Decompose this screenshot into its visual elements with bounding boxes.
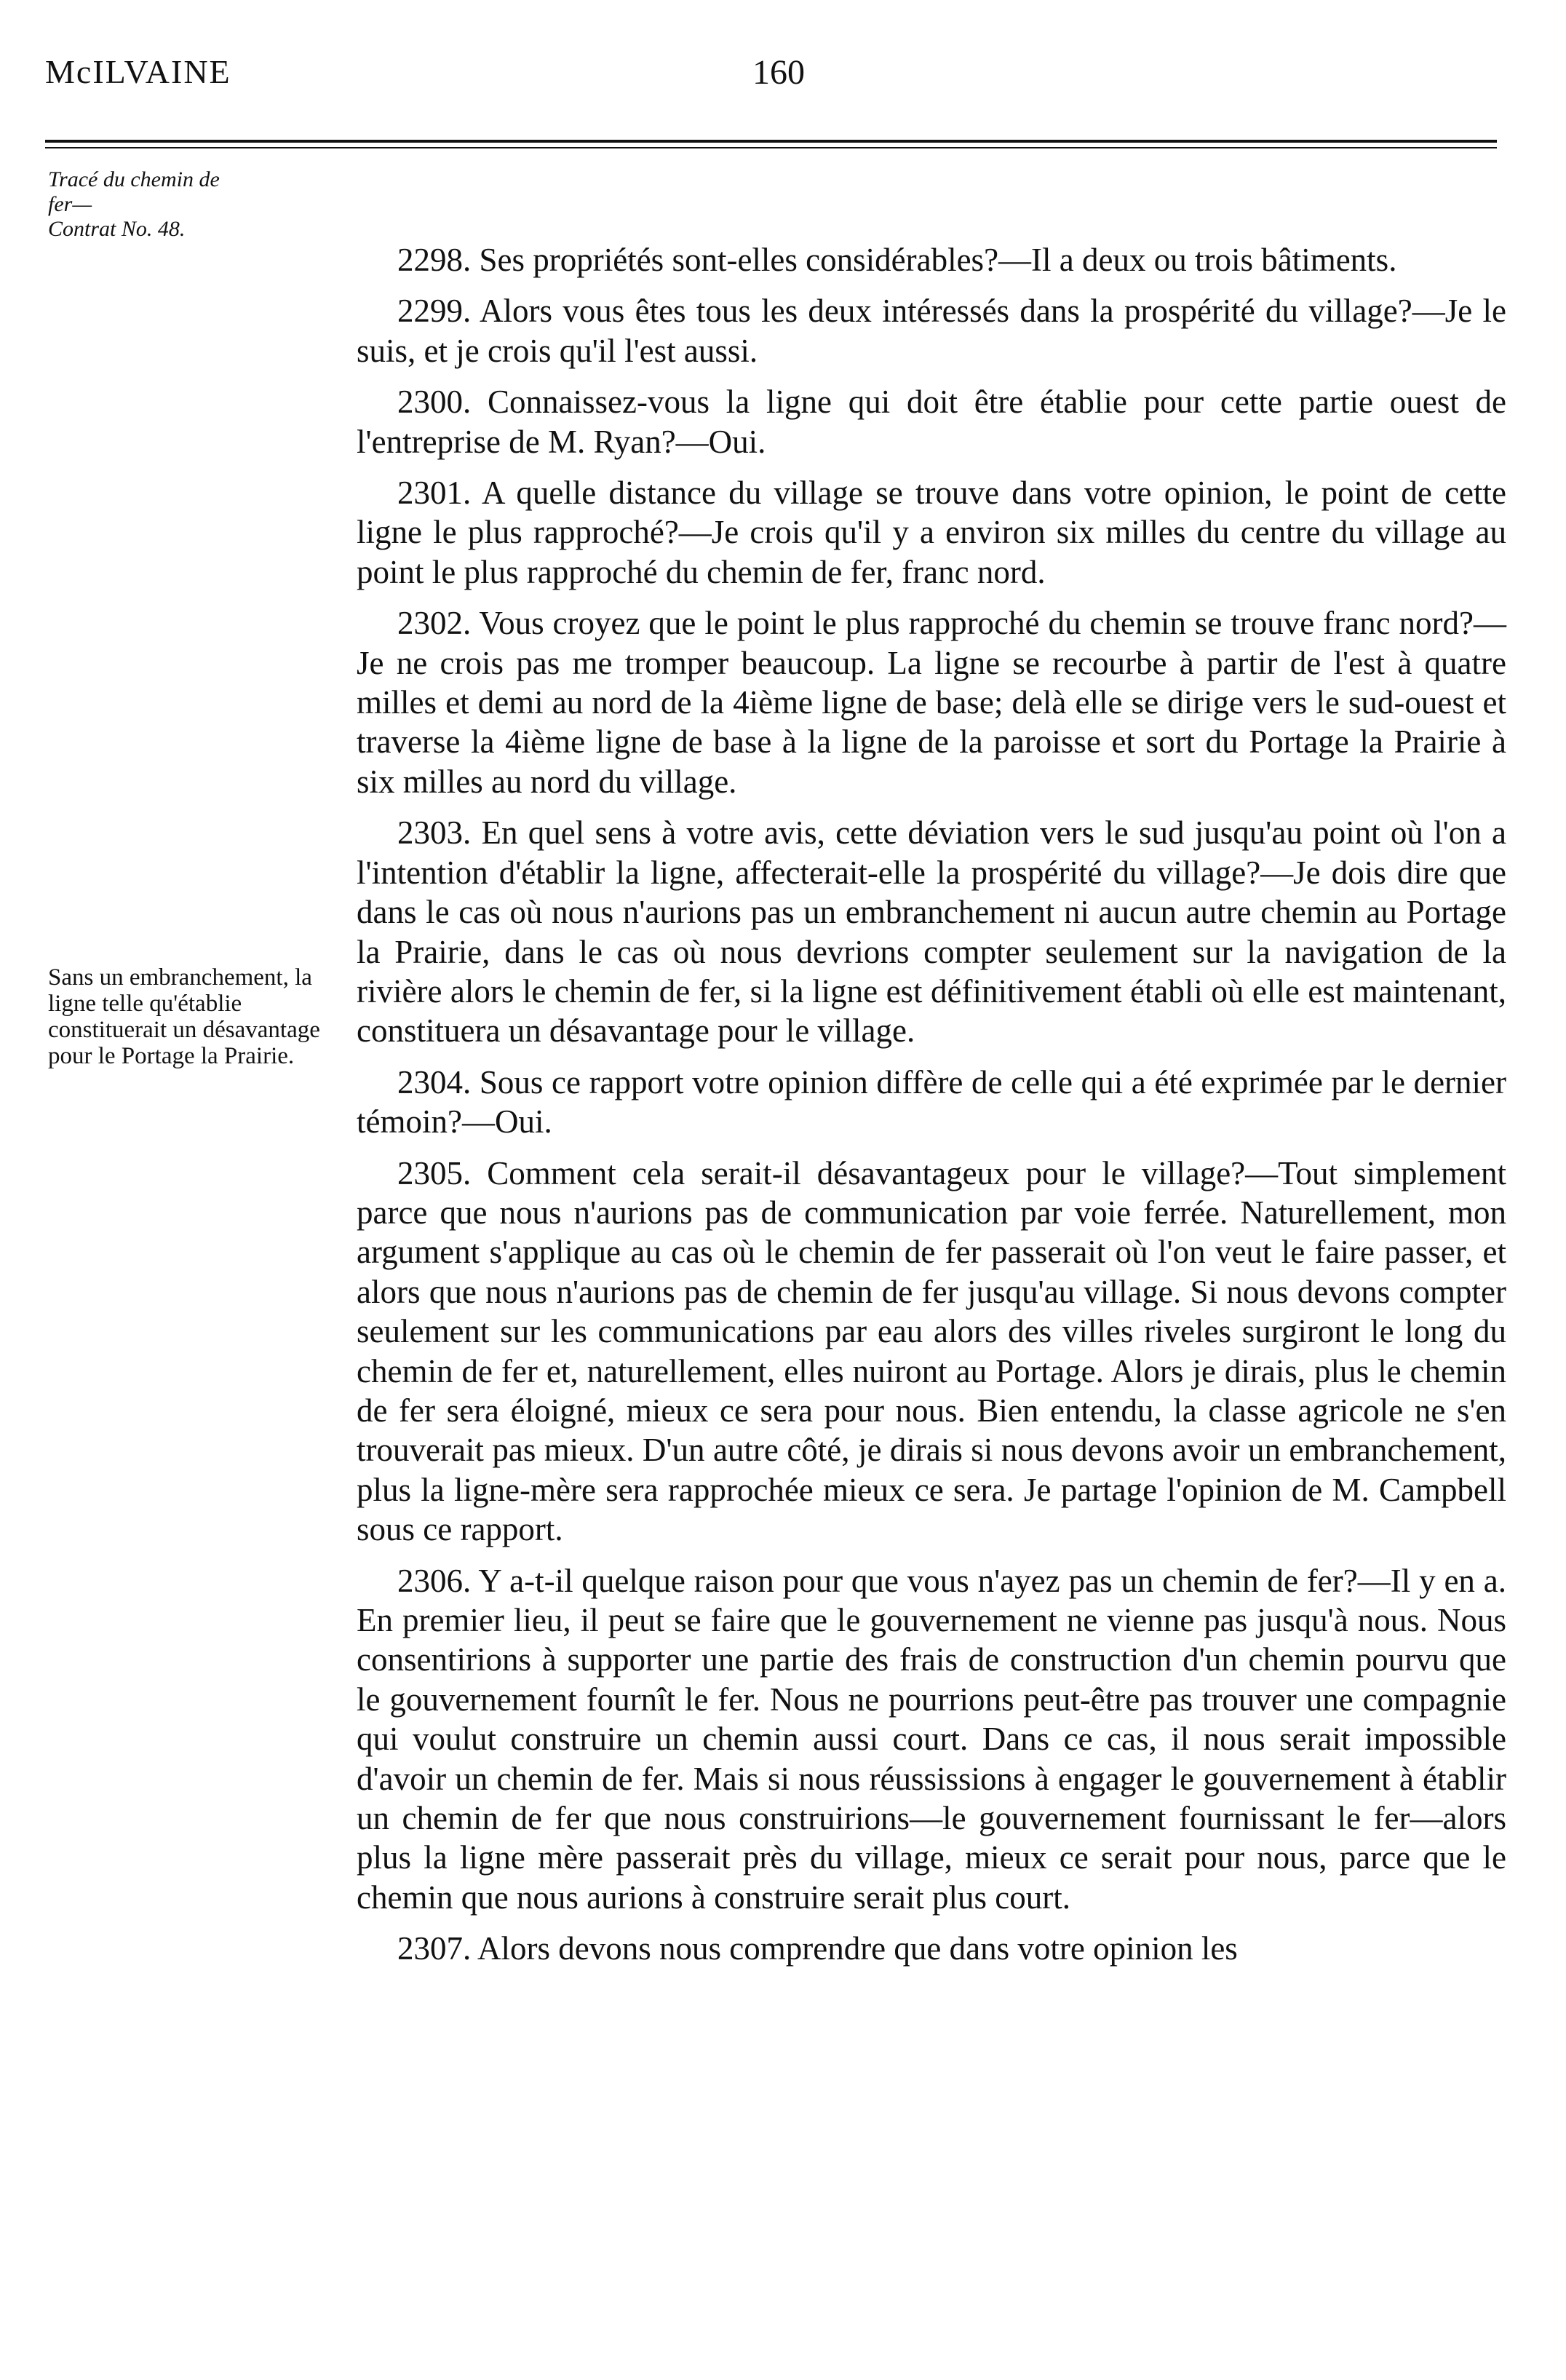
main-text bbox=[357, 240, 1506, 1980]
header-rule-thick bbox=[45, 140, 1497, 143]
paragraph-2298: 2298. Ses propriétés sont-elles considérables?—Il a deux ou trois bâtiments. bbox=[397, 242, 1397, 278]
paragraph-2304: 2304. Sous ce rapport votre opinion diffère de celle qui a été exprimée par le dernier témoin?—Oui. bbox=[357, 1063, 1506, 1141]
paragraph-2306: 2306. Y a-t-il quelque raison pour que vous n'ayez pas un chemin de fer?—Il y en a. En premier lieu, il peut se faire que le gouvernement ne vienne pas jusqu'à nous. Nous consentirions à supporter une partie des frais de construction d'un chemin pourvu que le gouvernement fournît le fer. Nous ne pourrions peut-être pas trouver une compagnie qui voulut construire un chemin aussi court. Dans ce cas, il nous serait impossible d'avoir un chemin de fer. Mais si nous réussissions à engager le gouvernement à établir un chemin de fer que nous construirions—le gouvernement fournissant le fer—alors plus la ligne mère passerait près du village, mieux ce serait pour nous, parce que le chemin que nous aurions à construire serait plus court. bbox=[357, 1562, 1506, 1916]
paragraph-2299: 2299. Alors vous êtes tous les deux intéressés dans la prospérité du village?—Je le suis, et je crois qu'il l'est aussi. bbox=[357, 293, 1506, 369]
paragraph-2300: 2300. Connaissez-vous la ligne qui doit être établie pour cette partie ouest de l'entreprise de M. Ryan?—Oui. bbox=[357, 384, 1506, 460]
margin-heading-line-1: Tracé du chemin de bbox=[48, 167, 220, 191]
running-head: McILVAINE bbox=[45, 53, 231, 90]
margin-note: Sans un embranchement, la ligne telle qu'établie constituerait un désavantage pour le Portage la Prairie. bbox=[48, 964, 320, 1069]
page-header bbox=[45, 52, 1497, 103]
margin-heading-line-3: Contrat No. 48. bbox=[48, 217, 186, 241]
paragraph-2305: 2305. Comment cela serait-il désavantageux pour le village?—Tout simplement parce que nous n'aurions pas de communication par voie ferrée. Naturellement, mon argument s'applique au cas où le chemin de fer passerait où l'on veut le faire passer, et alors que nous n'aurions pas de chemin de fer jusqu'au village. Si nous devons compter seulement sur les communications par eau alors des villes riveles surgiront le long du chemin de fer et, naturellement, elles nuiront au Portage. Alors je dirais, plus le chemin de fer sera éloigné, mieux ce sera pour nous. Bien entendu, la classe agricole ne s'en trouverait pas mieux. D'un autre côté, je dirais si nous devons avoir un embranchement, plus la ligne-mère sera rapprochée mieux ce sera. Je partage l'opinion de M. Campbell sous ce rapport. bbox=[357, 1154, 1506, 1548]
margin-heading bbox=[48, 167, 325, 242]
paragraph-2301: 2301. A quelle distance du village se trouve dans votre opinion, le point de cette ligne le plus rapproché?—Je crois qu'il y a environ six milles du centre du village au point le plus rapproché du chemin de fer, franc nord. bbox=[357, 475, 1506, 590]
header-rule-thin bbox=[45, 147, 1497, 148]
paragraph-2307: 2307. Alors devons nous comprendre que dans votre opinion les bbox=[397, 1930, 1238, 1967]
paragraph-2303: 2303. En quel sens à votre avis, cette déviation vers le sud jusqu'au point où l'on a l'intention d'établir la ligne, affecterait-elle la prospérité du village?—Je dois dire que dans le cas où nous n'aurions pas un embranchement ni aucun autre chemin au Portage la Prairie, dans le cas où nous devrions compter seulement sur la navigation de la rivière alors le chemin de fer, si la ligne est définitivement établi où elle est maintenant, constituera un désavantage pour le village. bbox=[357, 814, 1506, 1050]
page-number: 160 bbox=[752, 53, 805, 92]
margin-heading-line-2: fer— bbox=[48, 192, 92, 216]
paragraph-2302: 2302. Vous croyez que le point le plus rapproché du chemin se trouve franc nord?—Je ne crois pas me tromper beaucoup. La ligne se recourbe à partir de l'est à quatre milles et demi au nord de la 4ième ligne de base; delà elle se dirige vers le sud-ouest et traverse la 4ième ligne de base à la ligne de la paroisse et sort du Portage la Prairie à six milles au nord du village. bbox=[357, 605, 1506, 800]
